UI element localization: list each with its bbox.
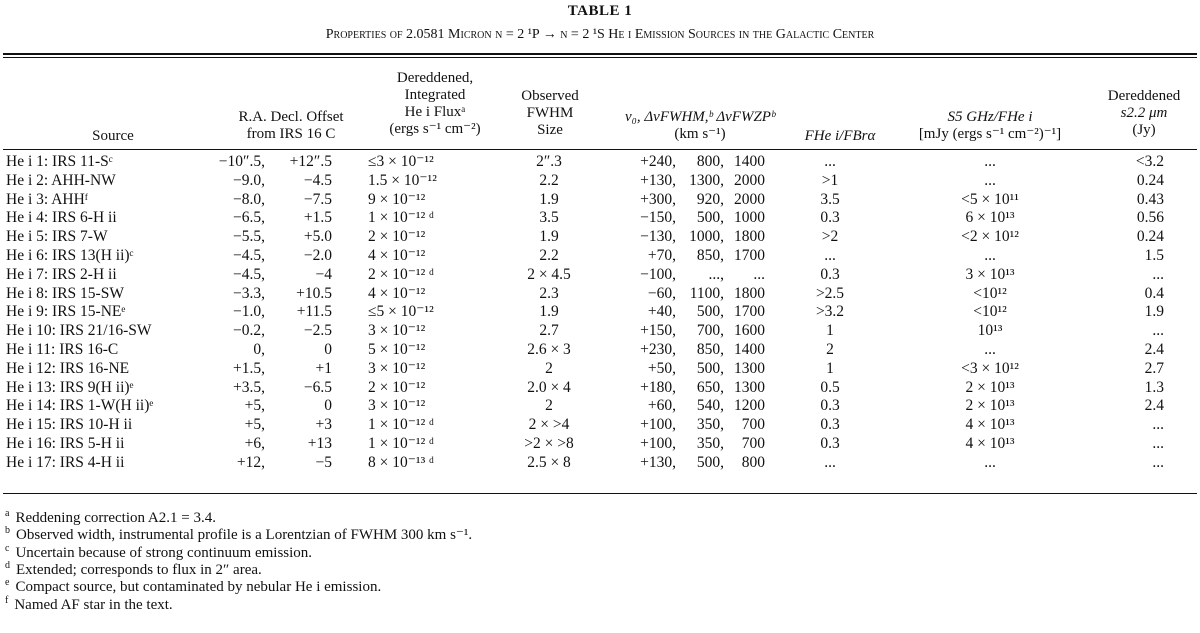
cell-dv-fwzp: 1800 (734, 228, 765, 246)
cell-v0: +50, (647, 359, 676, 377)
cell-s5ghz: <3 × 10¹² (961, 359, 1019, 377)
cell-dv-fwzp: 1300 (734, 378, 765, 396)
cell-ra-offset: −1.0, (233, 303, 265, 321)
cell-s22: 2.7 (1144, 359, 1164, 377)
cell-source: He i 16: IRS 5-H ii (6, 435, 125, 452)
footnote-mark: d (5, 559, 10, 571)
cell-s5ghz: ... (984, 247, 996, 264)
header-s5-line-2: [mJy (ergs s⁻¹ cm⁻²)⁻¹] (918, 126, 1062, 142)
cell-dv-fwhm: 540, (696, 397, 724, 415)
cell-fwhm-size: 2″.3 (536, 153, 562, 170)
cell-fwhm-size: >2 × >8 (524, 435, 574, 452)
cell-ra-offset: −0.2, (233, 322, 265, 340)
cell-decl-offset: −7.5 (303, 190, 332, 208)
footnote (5, 525, 473, 544)
cell-source: He i 7: IRS 2-H ii (6, 265, 117, 283)
cell-fwhm-size: 1.9 (539, 228, 559, 246)
cell-dv-fwzp: 700 (741, 435, 765, 452)
cell-s5ghz: ... (984, 171, 996, 189)
cell-flux: 3 × 10⁻¹² (368, 397, 426, 415)
cell-flux: 2 × 10⁻¹² (368, 378, 426, 396)
cell-source: He i 1: IRS 11-Sᶜ (6, 153, 113, 170)
cell-dv-fwhm: 650, (696, 378, 724, 396)
cell-decl-offset: +1.5 (303, 209, 332, 227)
cell-fwhm-size: 2 (545, 397, 553, 415)
header-velocity (605, 109, 795, 143)
footnote (5, 577, 382, 596)
cell-source: He i 8: IRS 15-SW (6, 284, 124, 302)
cell-source: He i 9: IRS 15-NEᵉ (6, 303, 126, 321)
cell-ra-offset: 0, (253, 341, 265, 358)
footnote-mark: b (5, 525, 10, 537)
cell-dv-fwzp: 1200 (734, 397, 765, 415)
cell-ra-offset: −10″.5, (218, 153, 265, 170)
cell-flux: 9 × 10⁻¹² (368, 190, 426, 208)
header-s22-line-3: (Jy) (1132, 122, 1156, 138)
cell-ratio: ... (824, 247, 836, 264)
cell-decl-offset: −6.5 (303, 378, 332, 396)
cell-v0: +180, (640, 378, 676, 396)
cell-v0: −100, (640, 265, 676, 283)
cell-ratio: 1 (826, 359, 834, 377)
cell-ratio: 3.5 (820, 190, 840, 208)
cell-dv-fwzp: 1400 (734, 341, 765, 358)
header-s5 (890, 109, 1090, 143)
cell-v0: −150, (640, 209, 676, 227)
cell-s22: ... (1152, 453, 1164, 471)
cell-s22: 0.43 (1136, 190, 1164, 208)
cell-decl-offset: 0 (324, 341, 332, 358)
header-s22-line-2: s2.2 μm (1120, 105, 1168, 121)
cell-s5ghz: 2 × 10¹³ (965, 378, 1015, 396)
cell-decl-offset: −2.5 (303, 322, 332, 340)
cell-s22: ... (1152, 322, 1164, 340)
cell-ra-offset: +12, (236, 453, 265, 471)
cell-dv-fwzp: 1300 (734, 359, 765, 377)
cell-source: He i 4: IRS 6-H ii (6, 209, 117, 227)
footnote-mark: c (5, 542, 10, 554)
cell-ra-offset: +3.5, (233, 378, 265, 396)
cell-flux: ≤5 × 10⁻¹² (368, 303, 434, 321)
header-fwhm-line-3: Size (537, 122, 563, 138)
cell-decl-offset: 0 (324, 397, 332, 415)
cell-dv-fwzp: 1000 (734, 209, 765, 227)
header-source: Source (92, 128, 134, 144)
cell-s5ghz: 6 × 10¹³ (965, 209, 1015, 227)
cell-fwhm-size: 2.6 × 3 (527, 341, 571, 358)
cell-ra-offset: −6.5, (233, 209, 265, 227)
cell-flux: 4 × 10⁻¹² (368, 284, 426, 302)
cell-fwhm-size: 2.7 (539, 322, 559, 340)
cell-decl-offset: −5 (315, 453, 332, 471)
cell-ratio: 0.5 (820, 378, 840, 396)
cell-dv-fwhm: 800, (696, 153, 724, 170)
cell-decl-offset: +1 (315, 359, 332, 377)
cell-fwhm-size: 2.2 (539, 171, 559, 189)
cell-fwhm-size: 2 × 4.5 (527, 265, 571, 283)
cell-v0: +40, (647, 303, 676, 321)
cell-flux: 2 × 10⁻¹² (368, 228, 426, 246)
footnote-text: Compact source, but contaminated by nebular He i emission. (15, 579, 382, 596)
cell-fwhm-size: 2 (545, 359, 553, 377)
header-flux-line-3: He i Fluxᵃ (404, 104, 466, 120)
cell-decl-offset: +10.5 (296, 284, 332, 302)
footnote-text: Extended; corresponds to flux in 2″ area. (16, 561, 262, 578)
cell-decl-offset: −2.0 (303, 247, 332, 264)
cell-v0: +100, (640, 435, 676, 452)
cell-flux: 2 × 10⁻¹² ᵈ (368, 265, 434, 283)
cell-v0: +150, (640, 322, 676, 340)
cell-flux: 1 × 10⁻¹² ᵈ (368, 435, 434, 452)
footnote-text: Uncertain because of strong continuum emission. (15, 544, 313, 561)
cell-fwhm-size: 1.9 (539, 303, 559, 321)
cell-ratio: 0.3 (820, 416, 840, 434)
cell-dv-fwhm: 500, (696, 453, 724, 471)
cell-s5ghz: 10¹³ (977, 322, 1003, 340)
cell-s5ghz: ... (984, 153, 996, 170)
cell-source: He i 6: IRS 13(H ii)ᶜ (6, 247, 134, 264)
cell-source: He i 15: IRS 10-H ii (6, 416, 133, 434)
top-rule-2 (3, 57, 1197, 58)
cell-ra-offset: +5, (244, 416, 265, 434)
cell-flux: 1 × 10⁻¹² ᵈ (368, 209, 434, 227)
cell-decl-offset: +13 (307, 435, 332, 452)
cell-dv-fwzp: 1700 (734, 247, 765, 264)
cell-ratio: 2 (826, 341, 834, 358)
cell-s22: 0.24 (1136, 228, 1164, 246)
cell-decl-offset: +11.5 (296, 303, 332, 321)
header-velocity-line-1: v₀, ΔvFWHM,ᵇ ΔvFWZPᵇ (624, 109, 775, 125)
cell-dv-fwhm: 500, (696, 359, 724, 377)
header-offset-line-1: R.A. Decl. Offset (238, 109, 344, 125)
cell-dv-fwzp: 1400 (734, 153, 765, 170)
cell-s22: 0.24 (1136, 171, 1164, 189)
cell-ra-offset: −8.0, (233, 190, 265, 208)
cell-s22: <3.2 (1135, 153, 1164, 170)
cell-ra-offset: +1.5, (233, 359, 265, 377)
header-fwhm-line-1: Observed (521, 88, 579, 104)
cell-fwhm-size: 1.9 (539, 190, 559, 208)
header-offset-line-2: from IRS 16 C (246, 126, 336, 142)
cell-s5ghz: 3 × 10¹³ (965, 265, 1015, 283)
cell-dv-fwhm: 920, (696, 190, 724, 208)
header-fwhm-line-2: FWHM (526, 105, 574, 121)
cell-dv-fwzp: 1600 (734, 322, 765, 340)
cell-ra-offset: −9.0, (233, 171, 265, 189)
footnote-text: Reddening correction A2.1 = 3.4. (15, 510, 216, 526)
cell-dv-fwhm: 500, (696, 303, 724, 321)
cell-s5ghz: ... (984, 341, 996, 358)
cell-ra-offset: −4.5, (233, 247, 265, 264)
cell-flux: 3 × 10⁻¹² (368, 359, 426, 377)
header-flux-line-4: (ergs s⁻¹ cm⁻²) (389, 121, 481, 137)
cell-s5ghz: ... (984, 453, 996, 471)
cell-dv-fwhm: 350, (696, 416, 724, 434)
bottom-rule (3, 493, 1197, 494)
cell-s22: 1.3 (1144, 378, 1164, 396)
footnote-mark: e (5, 577, 10, 589)
footnote (5, 508, 216, 526)
cell-flux: 8 × 10⁻¹³ ᵈ (368, 453, 434, 471)
footnote (5, 559, 262, 578)
cell-source: He i 14: IRS 1-W(H ii)ᵉ (6, 397, 154, 415)
cell-decl-offset: +12″.5 (289, 153, 332, 170)
cell-source: He i 12: IRS 16-NE (6, 359, 130, 377)
cell-ratio: 0.3 (820, 265, 840, 283)
cell-dv-fwzp: 700 (741, 416, 765, 434)
cell-ratio: >3.2 (815, 303, 845, 321)
cell-v0: −130, (640, 228, 676, 246)
cell-source: He i 17: IRS 4-H ii (6, 453, 125, 471)
cell-dv-fwhm: 1000, (689, 228, 724, 246)
cell-fwhm-size: 2.3 (539, 284, 559, 302)
cell-fwhm-size: 3.5 (539, 209, 559, 227)
cell-flux: 5 × 10⁻¹² (368, 341, 426, 358)
header-s22-line-1: Dereddened (1107, 88, 1181, 104)
cell-source: He i 5: IRS 7-W (6, 228, 108, 246)
footnote-mark: a (5, 508, 10, 519)
cell-ratio: >2 (821, 228, 839, 246)
cell-v0: −60, (647, 284, 676, 302)
cell-dv-fwzp: 1700 (734, 303, 765, 321)
cell-v0: +130, (640, 171, 676, 189)
cell-dv-fwhm: 1100, (689, 284, 724, 302)
cell-s22: 0.4 (1144, 284, 1164, 302)
cell-source: He i 2: AHH-NW (6, 171, 116, 189)
cell-s5ghz: <10¹² (973, 284, 1007, 302)
cell-fwhm-size: 2 × >4 (528, 416, 570, 434)
header-velocity-line-2: (km s⁻¹) (674, 126, 726, 142)
cell-fwhm-size: 2.5 × 8 (527, 453, 571, 471)
header-s5-line-1: S5 GHz/FHe i (947, 109, 1033, 125)
cell-s22: 2.4 (1144, 341, 1164, 358)
footnote (5, 542, 313, 561)
cell-ratio: ... (824, 153, 836, 170)
top-rule-1 (3, 53, 1197, 55)
cell-ratio: 0.3 (820, 435, 840, 452)
cell-source: He i 10: IRS 21/16-SW (6, 322, 152, 340)
header-fwhm-size (500, 88, 600, 139)
cell-s22: ... (1152, 435, 1164, 452)
cell-dv-fwhm: 850, (696, 341, 724, 358)
footnote-mark: f (5, 594, 9, 606)
cell-s5ghz: <10¹² (973, 303, 1007, 321)
cell-source: He i 13: IRS 9(H ii)ᵉ (6, 378, 134, 396)
cell-s5ghz: 4 × 10¹³ (965, 435, 1015, 452)
footnote-text: Observed width, instrumental profile is a Lorentzian of FWHM 300 km s⁻¹. (16, 527, 473, 544)
cell-flux: 4 × 10⁻¹² (368, 247, 426, 264)
cell-dv-fwzp: ... (753, 265, 765, 283)
cell-dv-fwhm: 700, (696, 322, 724, 340)
cell-decl-offset: −4.5 (303, 171, 332, 189)
cell-s22: 1.5 (1144, 247, 1164, 264)
cell-v0: +230, (640, 341, 676, 358)
cell-ratio: 0.3 (820, 397, 840, 415)
cell-fwhm-size: 2.2 (539, 247, 559, 264)
table-title: Properties of 2.0581 Micron n = 2 ¹P → n = 2 ¹S He i Emission Sources in the Galactic Center (325, 27, 875, 42)
cell-s22: ... (1152, 265, 1164, 283)
header-offset (206, 109, 376, 143)
cell-dv-fwzp: 2000 (734, 171, 765, 189)
cell-ra-offset: +6, (244, 435, 265, 452)
cell-s22: 1.9 (1144, 303, 1164, 321)
header-flux-line-1: Dereddened, (396, 70, 474, 86)
header-flux (355, 70, 515, 138)
cell-dv-fwzp: 2000 (734, 190, 765, 208)
cell-source: He i 3: AHHᶠ (6, 190, 89, 208)
cell-dv-fwhm: 850, (696, 247, 724, 264)
footnote-text: Named AF star in the text. (14, 596, 173, 613)
cell-flux: 1.5 × 10⁻¹² (368, 171, 437, 189)
cell-s5ghz: 4 × 10¹³ (965, 416, 1015, 434)
cell-decl-offset: −4 (315, 265, 332, 283)
cell-ratio: 0.3 (820, 209, 840, 227)
cell-v0: +300, (640, 190, 676, 208)
cell-ra-offset: +5, (244, 397, 265, 415)
cell-ratio: ... (824, 453, 836, 471)
cell-ra-offset: −4.5, (233, 265, 265, 283)
table-label: TABLE 1 (567, 3, 633, 19)
cell-flux: 1 × 10⁻¹² ᵈ (368, 416, 434, 434)
cell-ra-offset: −5.5, (233, 228, 265, 246)
cell-dv-fwhm: 350, (696, 435, 724, 452)
cell-v0: +70, (647, 247, 676, 264)
header-ratio: FHe i/FBrα (804, 128, 876, 144)
cell-flux: ≤3 × 10⁻¹² (368, 153, 434, 170)
cell-dv-fwhm: ..., (708, 265, 724, 283)
cell-s22: ... (1152, 416, 1164, 434)
cell-ratio: >1 (821, 171, 839, 189)
cell-dv-fwhm: 500, (696, 209, 724, 227)
cell-s5ghz: <5 × 10¹¹ (961, 190, 1019, 208)
cell-v0: +240, (640, 153, 676, 170)
cell-s22: 2.4 (1144, 397, 1164, 415)
cell-dv-fwzp: 800 (741, 453, 765, 471)
cell-source: He i 11: IRS 16-C (6, 341, 119, 358)
header-rule (3, 149, 1197, 150)
cell-decl-offset: +5.0 (303, 228, 332, 246)
cell-ra-offset: −3.3, (233, 284, 265, 302)
footnote (5, 594, 173, 613)
cell-decl-offset: +3 (315, 416, 332, 434)
cell-ratio: >2.5 (815, 284, 845, 302)
cell-fwhm-size: 2.0 × 4 (527, 378, 571, 396)
cell-s22: 0.56 (1136, 209, 1164, 227)
cell-v0: +60, (647, 397, 676, 415)
cell-s5ghz: 2 × 10¹³ (965, 397, 1015, 415)
cell-dv-fwzp: 1800 (734, 284, 765, 302)
cell-s5ghz: <2 × 10¹² (961, 228, 1019, 246)
cell-flux: 3 × 10⁻¹² (368, 322, 426, 340)
cell-v0: +100, (640, 416, 676, 434)
cell-v0: +130, (640, 453, 676, 471)
header-s22 (1090, 88, 1198, 139)
cell-ratio: 1 (826, 322, 834, 340)
cell-dv-fwhm: 1300, (689, 171, 724, 189)
header-flux-line-2: Integrated (404, 87, 466, 103)
